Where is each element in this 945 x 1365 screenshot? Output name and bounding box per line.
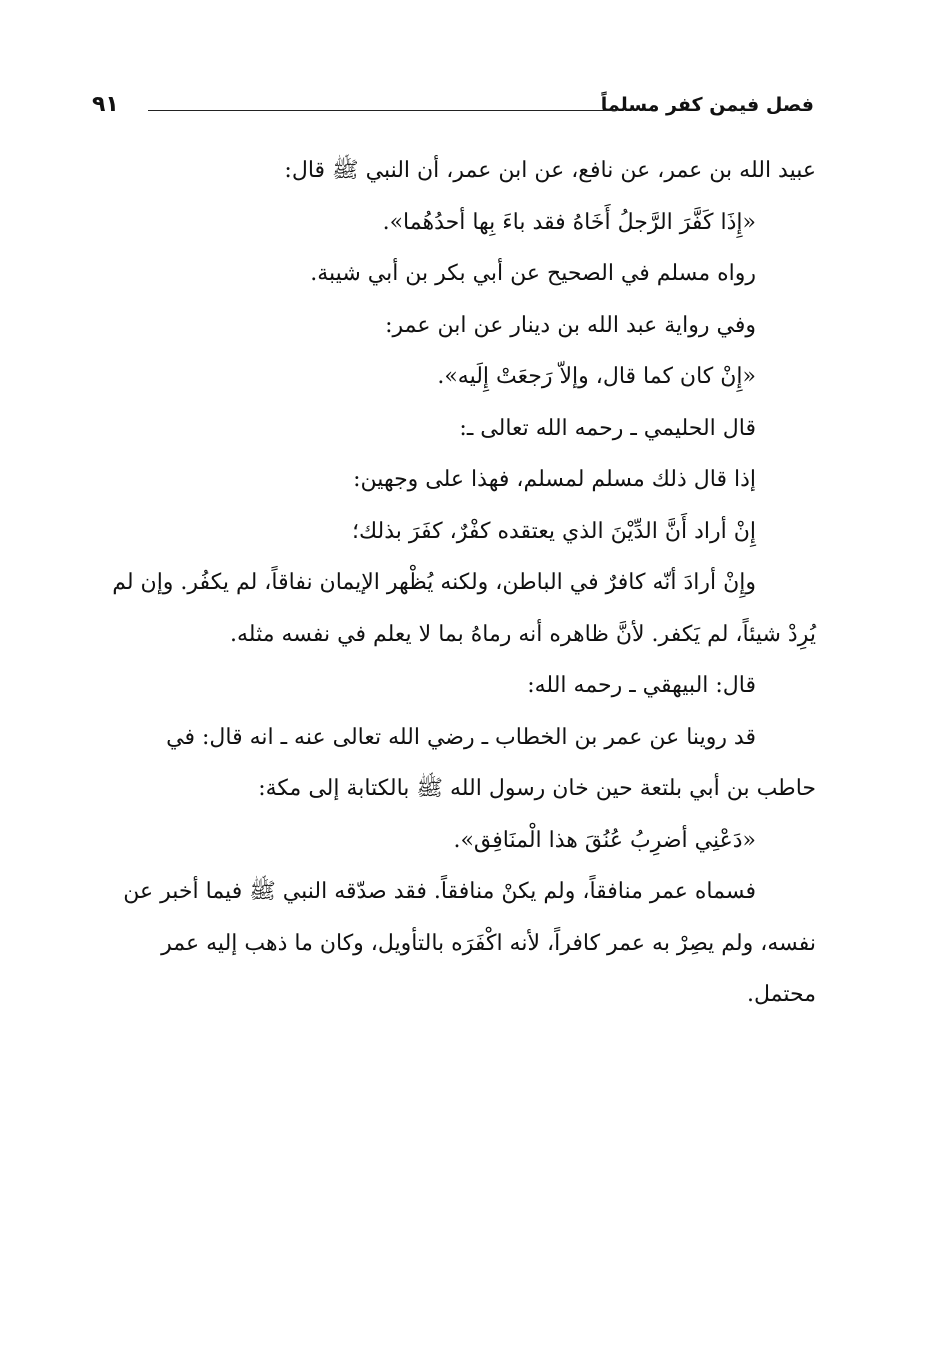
text-line: قال: البيهقي ـ رحمه الله:	[527, 673, 756, 698]
text-line: نفسه، ولم يصِرْ به عمر كافراً، لأنه اكْفَرَه بالتأويل، وكان ما ذهب إليه عمر	[161, 930, 816, 956]
text-line: قال الحليمي ـ رحمه الله تعالى ـ:	[459, 415, 756, 441]
hadith-quote: «دَعْنِي أضرِبُ عُنُقَ هذا الْمنَافِق».	[453, 827, 756, 853]
text-line: إِنْ أراد أَنَّ الدِّيْنَ الذي يعتقده كفْرٌ، كفَرَ بذلك؛	[351, 518, 756, 544]
text-line: عبيد الله بن عمر، عن نافع، عن ابن عمر، أن النبي ﷺ قال:	[284, 158, 816, 183]
text-line: قد روينا عن عمر بن الخطاب ـ رضي الله تعالى عنه ـ انه قال: في	[166, 724, 756, 750]
text-line: يُرِدْ شيئاً، لم يَكفر. لأنَّ ظاهره أنه رماهُ بما لا يعلم في نفسه مثله.	[230, 621, 816, 647]
running-header	[92, 86, 814, 122]
text-line: رواه مسلم في الصحيح عن أبي بكر بن أبي شيبة.	[310, 261, 756, 286]
text-line: محتمل.	[747, 982, 816, 1007]
hadith-quote: «إِنْ كان كما قال، وإلاّ رَجعَتْ إِلَيه».	[437, 364, 756, 389]
text-line: وإِنْ أرادَ أنّه كافرٌ في الباطن، ولكنه يُظْهر الإيمان نفاقاً، لم يكفُر. وإن لم	[112, 570, 756, 595]
header-rule	[148, 110, 616, 111]
chapter-title: فصل فيمن كفر مسلماً	[600, 94, 814, 116]
text-line: إذا قال ذلك مسلم لمسلم، فهذا على وجهين:	[353, 467, 756, 492]
page-body	[108, 145, 816, 1021]
page-number: ٩١	[92, 92, 119, 117]
text-line: وفي رواية عبد الله بن دينار عن ابن عمر:	[385, 312, 756, 338]
text-line: فسماه عمر منافقاً، ولم يكنْ منافقاً. فقد صدّقه النبي ﷺ فيما أخبر عن	[123, 879, 756, 904]
hadith-quote: «إِذَا كَفَّرَ الرَّجلُ أَخَاهُ فقد باءَ بِها أحدُهُما».	[382, 209, 756, 235]
text-line: حاطب بن أبي بلتعة حين خان رسول الله ﷺ بالكتابة إلى مكة:	[258, 776, 816, 801]
